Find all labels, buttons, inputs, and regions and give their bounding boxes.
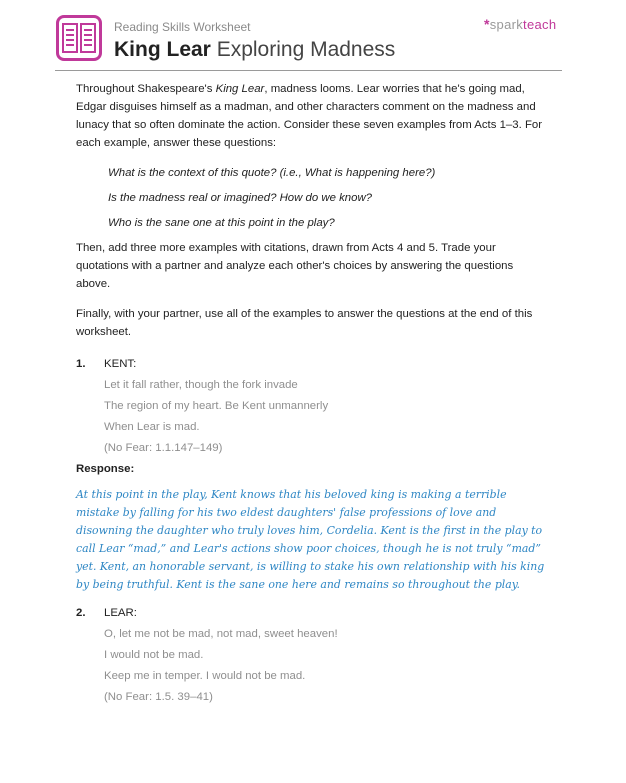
- quote-line: Keep me in temper. I would not be mad.: [104, 670, 306, 682]
- question-item: Is the madness real or imagined? How do we know?: [108, 192, 373, 204]
- example-1: [76, 355, 546, 594]
- title-topic: Exploring Madness: [216, 38, 396, 61]
- title-play: King Lear: [114, 38, 211, 61]
- intro-paragraph: Throughout Shakespeare's King Lear, madness looms. Lear worries that he's going mad, Edgar disguises himself as a madman, and other characters comment on the madness and lunacy that so often dominate the action. Consider these seven examples from Acts 1–3. For each example, answer these questions:: [76, 83, 543, 149]
- sparkteach-logo: *sparkteach: [484, 16, 557, 32]
- quote-line: I would not be mad.: [104, 649, 204, 661]
- question-item: What is the context of this quote? (i.e., What is happening here?): [108, 167, 436, 179]
- example-number: 2.: [76, 607, 86, 619]
- quote-citation: (No Fear: 1.1.147–149): [104, 442, 223, 454]
- brand-star-icon: *: [484, 16, 490, 32]
- response-label: Response:: [76, 463, 135, 475]
- example-quote: [104, 625, 546, 706]
- response-text: At this point in the play, Kent knows that his beloved king is making a terrible mistake by falling for his two eldest daughters' false professions of love and disowning the daughter who truly loves him, Cordelia. Kent is the first in the play to call Lear “mad,” and Lear's actions show poor choices, though he is not truly “mad” yet. Kent, an honorable servant, is willing to stake his own relationship with his king by being truthful. Kent is the sane one here and remains so throughout the play.: [76, 488, 545, 591]
- quote-line: O, let me not be mad, not mad, sweet heaven!: [104, 628, 338, 640]
- instructions-paragraph: Then, add three more examples with citations, drawn from Acts 4 and 5. Trade your quotations with a partner and analyze each other's choices by answering the questions above.: [76, 242, 514, 290]
- question-item: Who is the sane one at this point in the play?: [108, 217, 335, 229]
- worksheet-subtitle: Reading Skills Worksheet: [114, 20, 251, 34]
- example-speaker: KENT:: [104, 358, 137, 370]
- example-2: [76, 604, 546, 706]
- worksheet-book-icon: [56, 15, 102, 61]
- question-list: [108, 164, 546, 232]
- quote-line: The region of my heart. Be Kent unmannerly: [104, 400, 329, 412]
- quote-citation: (No Fear: 1.5. 39–41): [104, 691, 213, 703]
- page-header: [0, 0, 626, 80]
- header-divider: [55, 70, 562, 71]
- example-speaker: LEAR:: [104, 607, 137, 619]
- worksheet-content: [76, 80, 546, 709]
- quote-line: Let it fall rather, though the fork invade: [104, 379, 298, 391]
- quote-line: When Lear is mad.: [104, 421, 200, 433]
- example-number: 1.: [76, 358, 86, 370]
- page-title: [114, 38, 395, 62]
- final-instructions-paragraph: Finally, with your partner, use all of the examples to answer the questions at the end of this worksheet.: [76, 308, 533, 338]
- example-quote: [104, 376, 546, 457]
